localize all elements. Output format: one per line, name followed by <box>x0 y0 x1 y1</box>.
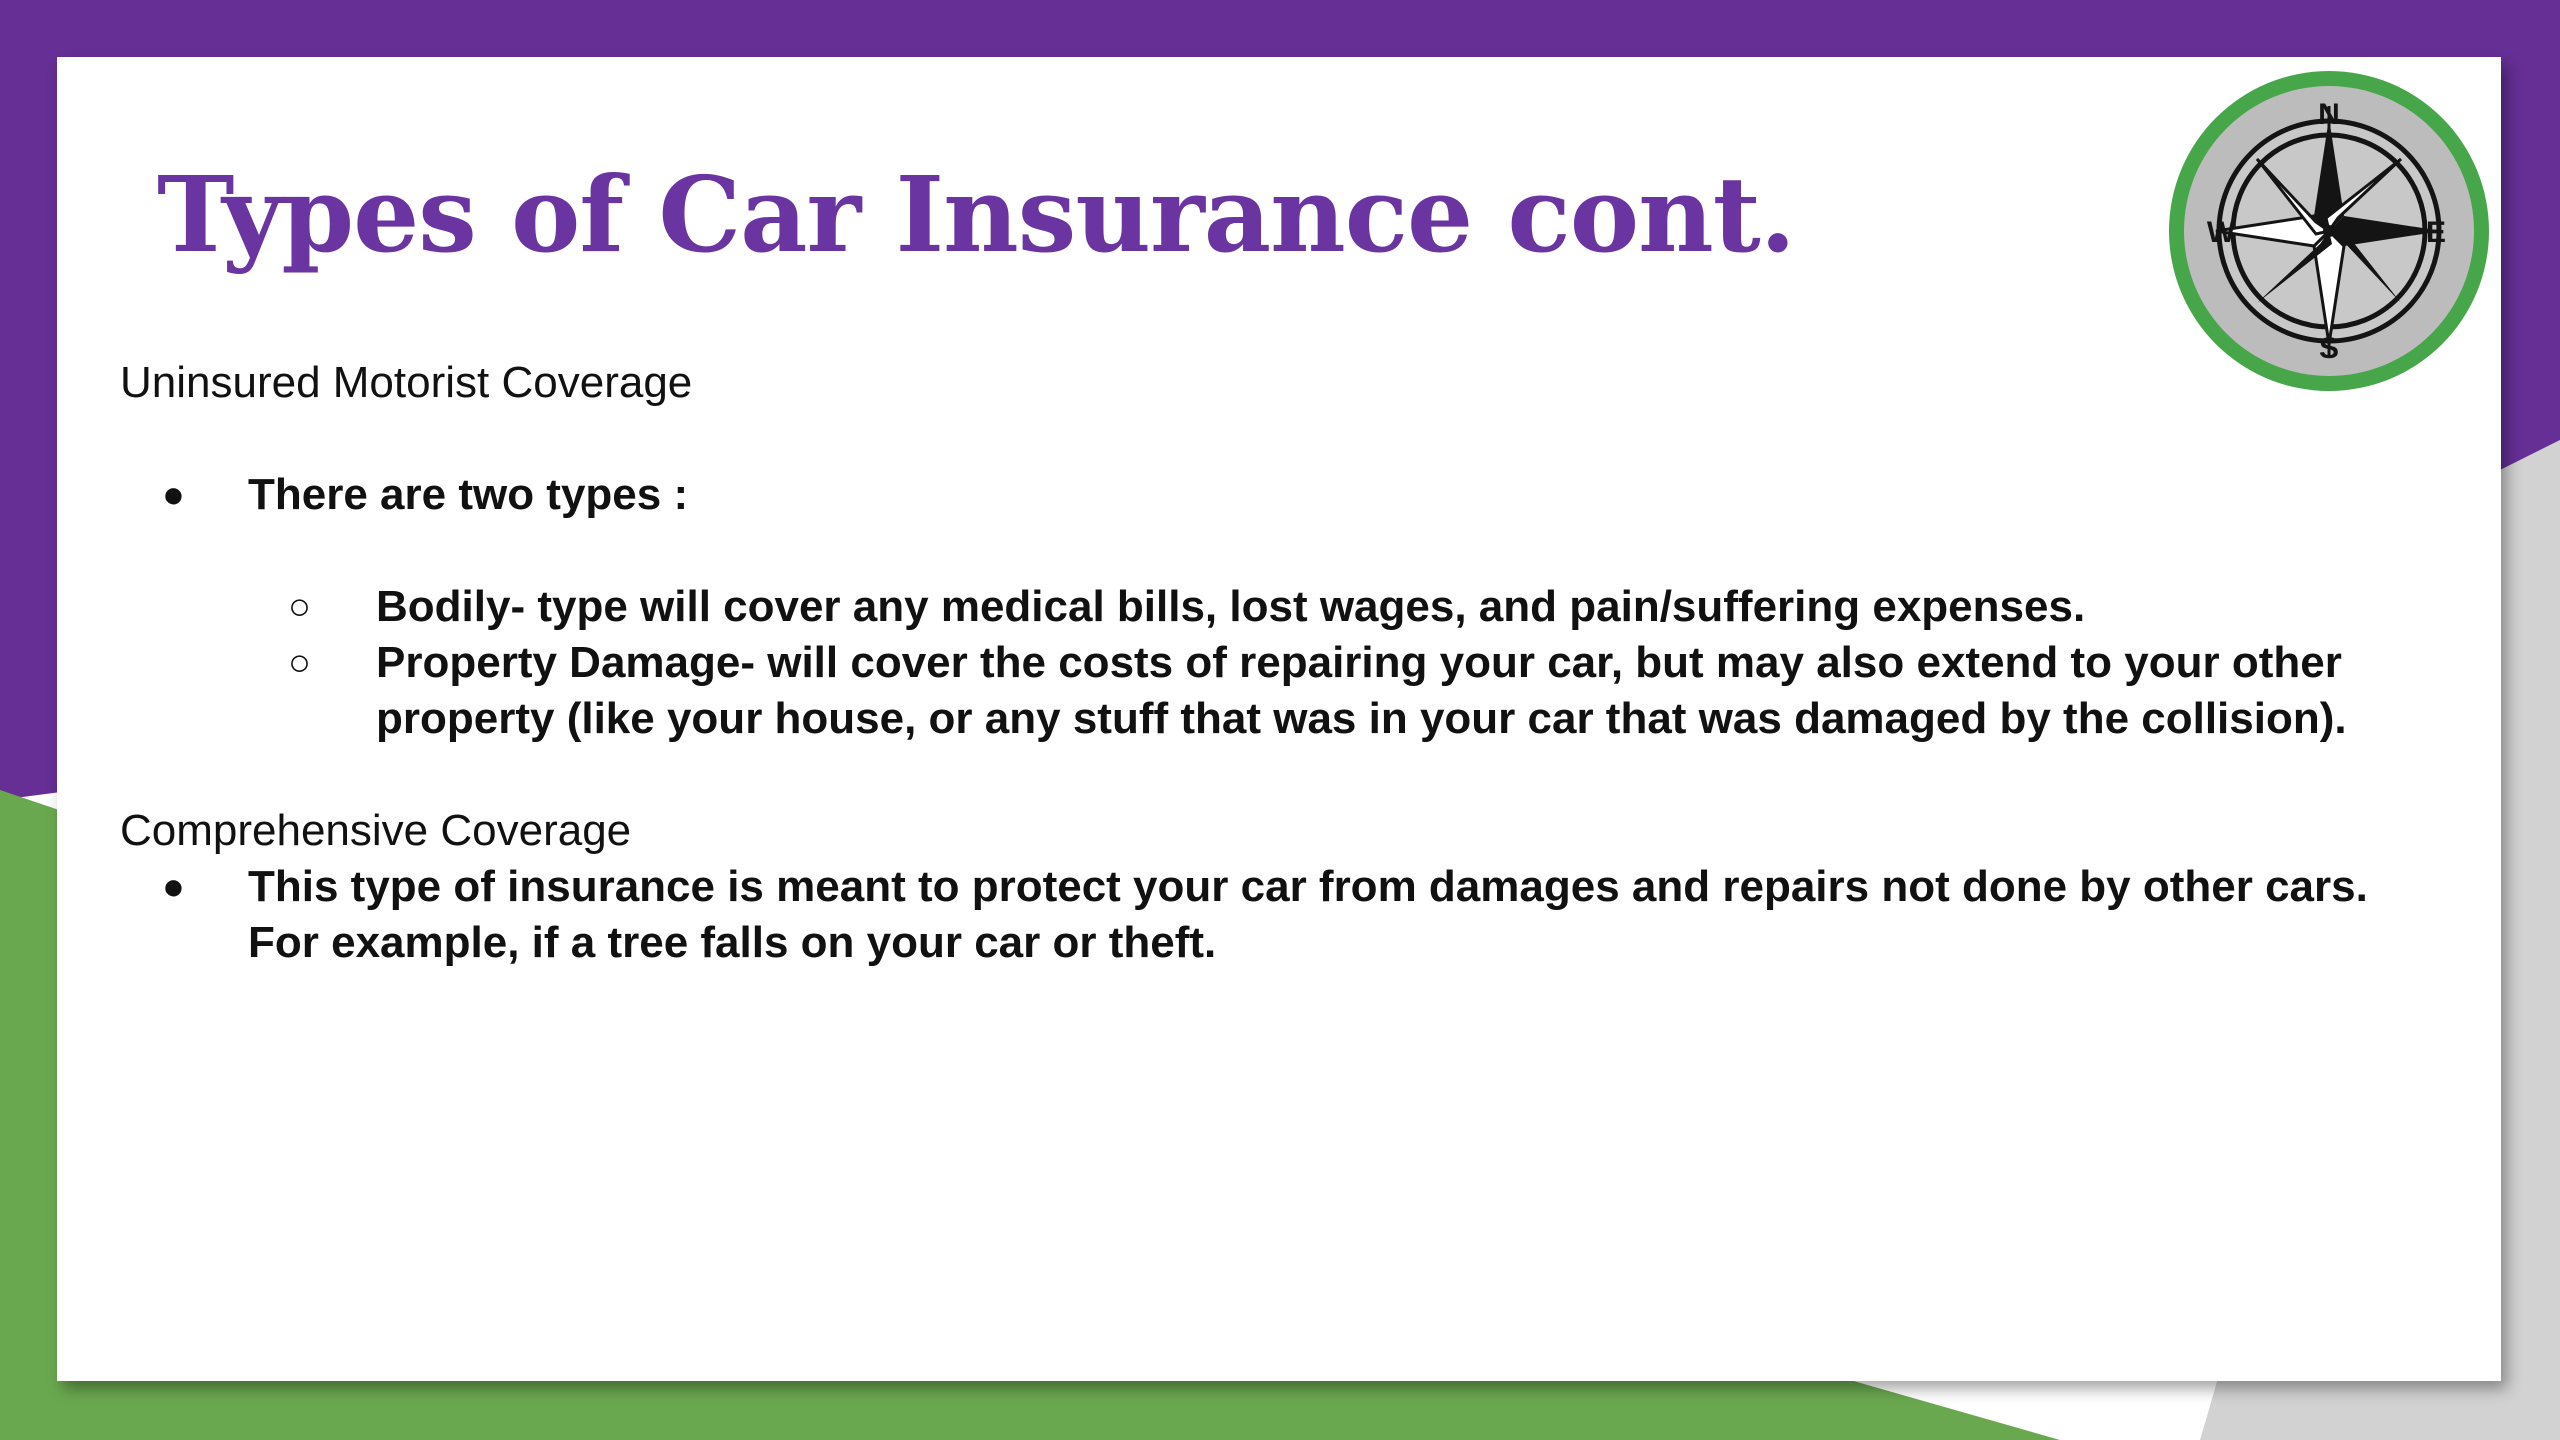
sub-bullet-item <box>120 635 2400 747</box>
compass-logo <box>2166 68 2492 394</box>
slide-title: Types of Car Insurance cont. <box>157 153 1795 276</box>
spacer <box>120 523 2400 579</box>
compass-south-label: S <box>2318 332 2340 365</box>
sub-bullet-marker: ○ <box>288 642 311 684</box>
sub-bullet-text-property: Property Damage- will cover the costs of repairing your car, but may also extend to your other property (like your house, or any stuff that was in your car that was damaged by the collision). <box>376 638 2347 743</box>
section-heading-uninsured: Uninsured Motorist Coverage <box>120 358 693 407</box>
bullet-text-comprehensive: This type of insurance is meant to protect your car from damages and repairs not done by other cars. For example, if a tree falls on your car or theft. <box>248 862 2368 967</box>
spacer <box>120 411 2400 467</box>
sub-bullet-marker: ○ <box>288 586 311 628</box>
bullet-marker: ● <box>162 474 185 516</box>
spacer <box>120 747 2400 803</box>
bullet-item <box>120 859 2400 971</box>
compass-north-label: N <box>2318 98 2340 131</box>
section-heading-comprehensive: Comprehensive Coverage <box>120 806 632 855</box>
sub-bullet-item <box>120 579 2400 635</box>
slide-body <box>120 355 2400 971</box>
compass-east-label: E <box>2425 216 2447 249</box>
bullet-text: There are two types : <box>248 470 689 519</box>
sub-bullet-text-bodily: Bodily- type will cover any medical bills, lost wages, and pain/suffering expenses. <box>376 582 2086 631</box>
bullet-item <box>120 467 2400 523</box>
compass-west-label: W <box>2206 216 2236 249</box>
bullet-marker: ● <box>162 866 185 908</box>
